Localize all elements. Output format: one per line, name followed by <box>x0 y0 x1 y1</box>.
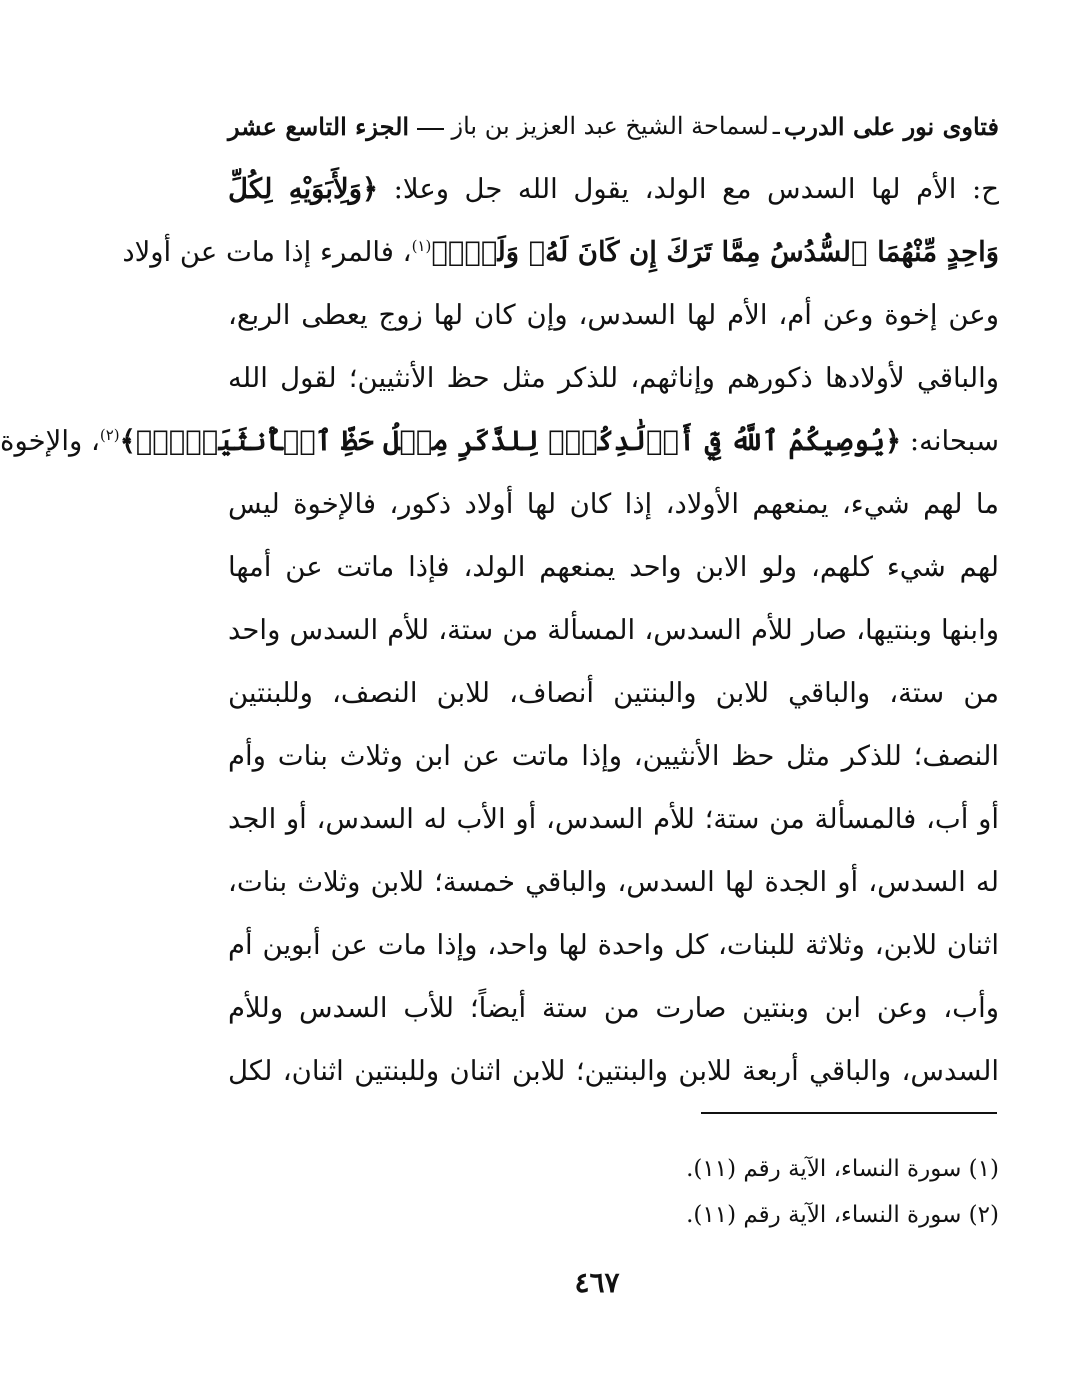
text-line <box>228 977 999 1040</box>
header-rule <box>417 128 443 130</box>
text-line <box>228 347 999 410</box>
book-title: فتاوى نور على الدرب <box>783 111 999 141</box>
footnote-ref: (٢) <box>99 425 120 444</box>
quran-verse: ﴿يُوصِيكُمُ ٱللَّهُ فِيٓ أَوۡلَٰدِكُمۡۖ لِلذَّكَرِ مِثۡلُ حَظِّ ٱلۡأُنثَيَيۡنِۚ﴾ <box>119 425 902 457</box>
footnotes <box>499 1146 999 1238</box>
text-line <box>228 536 999 599</box>
text-segment: سبحانه: <box>901 425 999 457</box>
text-line <box>228 851 999 914</box>
text-segment: السدس، والباقي أربعة للابن والبنتين؛ للابن اثنان وللبنتين اثنان، لكل <box>228 1055 999 1087</box>
text-line <box>228 284 999 347</box>
text-line <box>122 221 999 284</box>
text-segment: وعن إخوة وعن أم، الأم لها السدس، وإن كان لها زوج يعطى الربع، <box>228 299 999 331</box>
text-segment: لهم شيء كلهم، ولو الابن واحد يمنعهم الولد، فإذا ماتت عن أمها <box>228 551 999 583</box>
text-segment: وابنها وبنتيها، صار للأم السدس، المسألة من ستة، للأم السدس واحد <box>228 614 999 646</box>
quran-verse: وَاحِدٍ مِّنْهُمَا ٱلسُّدُسُ مِمَّا تَرَكَ إِن كَانَ لَهُۥ وَلَدٌۚ﴾ <box>431 236 999 268</box>
text-line <box>228 914 999 977</box>
running-header <box>228 106 999 146</box>
text-line <box>228 158 999 221</box>
text-segment: ، والإخوة <box>0 425 100 457</box>
volume-label: الجزء التاسع عشر <box>228 111 410 141</box>
text-line <box>228 473 999 536</box>
header-separator: ـ <box>772 112 780 140</box>
author-name: لسماحة الشيخ عبد العزيز بن باز <box>451 112 769 140</box>
text-line <box>228 599 999 662</box>
text-segment: من ستة، والباقي للابن والبنتين أنصاف، للابن النصف، وللبنتين <box>228 677 999 709</box>
text-line <box>228 788 999 851</box>
text-line <box>0 410 999 473</box>
text-line <box>228 662 999 725</box>
text-line <box>228 1040 999 1103</box>
page-number: ٤٦٧ <box>574 1266 620 1299</box>
text-segment: ما لهم شيء، يمنعهم الأولاد، إذا كان لها أولاد ذكور، فالإخوة ليس <box>228 488 999 520</box>
footnote-ref: (١) <box>411 236 432 255</box>
text-segment: أو أب، فالمسألة من ستة؛ للأم السدس، أو الأب له السدس، أو الجد <box>228 803 999 835</box>
text-segment: والباقي لأولادها ذكورهم وإناثهم، للذكر مثل حظ الأنثيين؛ لقول الله <box>228 362 999 394</box>
footnote-2: (٢) سورة النساء، الآية رقم (١١). <box>686 1202 999 1228</box>
text-segment: ، فالمرء إذا مات عن أولاد <box>122 236 412 268</box>
text-segment: وأب، وعن ابن وبنتين صارت من ستة أيضاً؛ للأب السدس وللأم <box>228 992 999 1024</box>
text-line <box>228 725 999 788</box>
text-segment: النصف؛ للذكر مثل حظ الأنثيين، وإذا ماتت عن ابن وثلاث بنات وأم <box>228 740 999 772</box>
text-segment: ح: الأم لها السدس مع الولد، يقول الله جل وعلا: <box>378 173 999 205</box>
text-segment: اثنان للابن، وثلاثة للبنات، كل واحدة لها واحد، وإذا مات عن أبوين أم <box>228 929 999 961</box>
quran-verse: ﴿وَلِأَبَوَيْهِ لِكُلِّ <box>228 173 379 205</box>
text-segment: له السدس، أو الجدة لها السدس، والباقي خمسة؛ للابن وثلاث بنات، <box>228 866 999 898</box>
footnote-rule <box>701 1112 997 1114</box>
footnote-1: (١) سورة النساء، الآية رقم (١١). <box>686 1156 999 1182</box>
body-text <box>0 158 999 1103</box>
